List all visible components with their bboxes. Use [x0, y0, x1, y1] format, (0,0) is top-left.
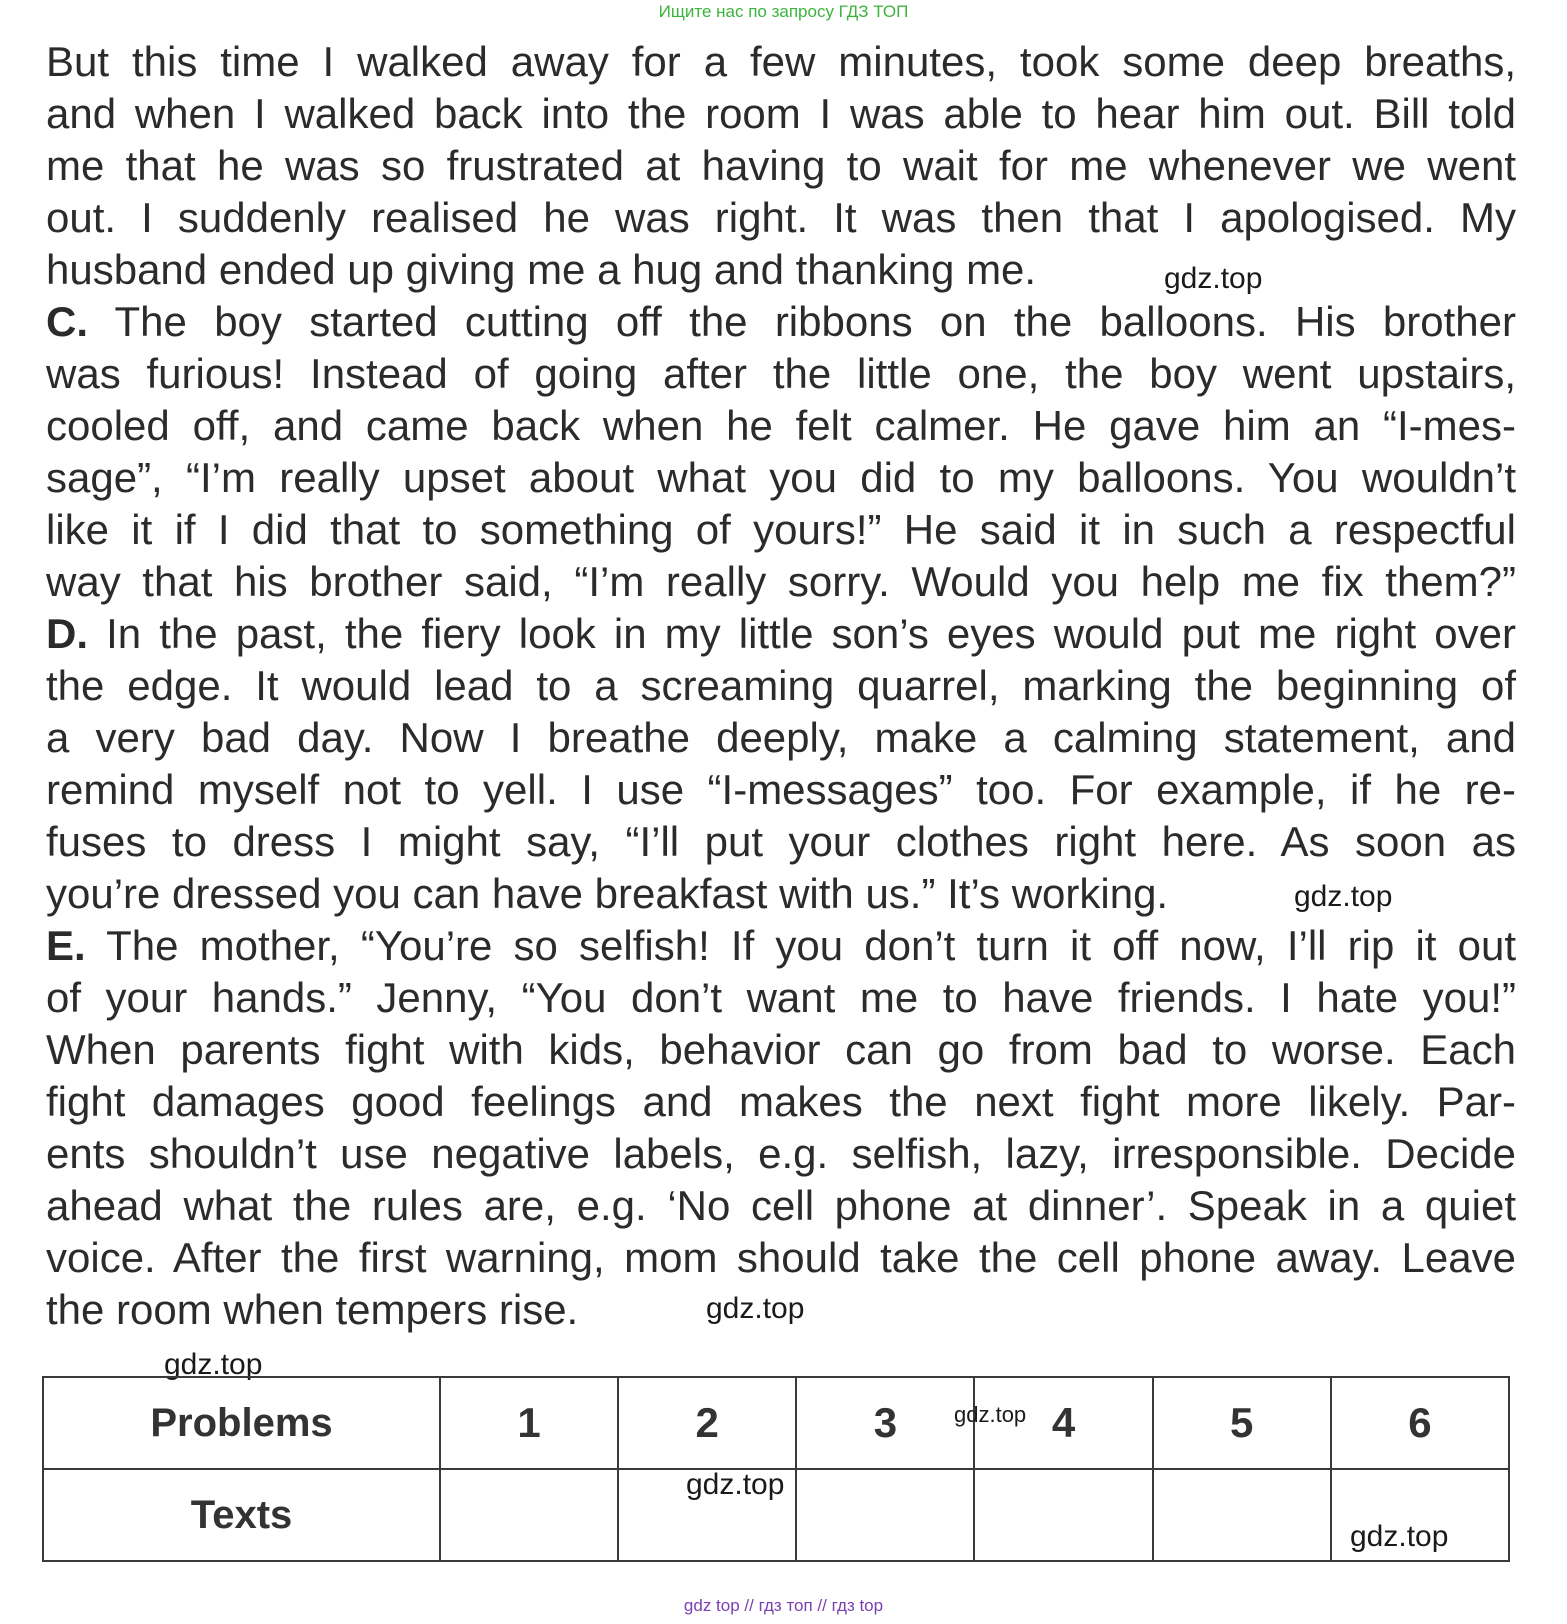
column-header-3: 3	[796, 1377, 974, 1469]
watermark: gdz.top	[164, 1348, 263, 1381]
column-header-1: 1	[440, 1377, 618, 1469]
text-line: fight damages good feelings and makes the next fight more likely. Par-	[46, 1078, 1516, 1125]
table-row-problems	[43, 1377, 1509, 1469]
bottom-banner: gdz top // гдз топ // гдз top	[683, 1596, 884, 1615]
text-line: ents shouldn’t use negative labels, e.g. selfish, lazy, irresponsible. Decide	[46, 1130, 1516, 1177]
text-line-content: In the past, the fiery look in my little son’s eyes would put me right over	[106, 610, 1516, 657]
paragraph-e-first-line	[46, 920, 1516, 972]
text-line: me that he was so frustrated at having to wait for me whenever we went	[46, 142, 1516, 189]
text-line: a very bad day. Now I breathe deeply, make a calming statement, and	[46, 714, 1516, 761]
answer-cell-3[interactable]	[796, 1469, 974, 1561]
answer-cell-5[interactable]	[1153, 1469, 1331, 1561]
answer-cell-1[interactable]	[440, 1469, 618, 1561]
text-line: But this time I walked away for a few minutes, took some deep breaths,	[46, 38, 1516, 85]
watermark: gdz.top	[706, 1292, 805, 1325]
watermark: gdz.top	[686, 1468, 785, 1501]
row-header-problems: Problems	[43, 1377, 440, 1469]
text-line: husband ended up giving me a hug and thanking me.	[46, 246, 1037, 293]
text-line-content: The mother, “You’re so selfish! If you don’t turn it off now, I’ll rip it out	[106, 922, 1516, 969]
paragraph-d-first-line	[46, 608, 1516, 660]
column-header-5: 5	[1153, 1377, 1331, 1469]
text-line: voice. After the first warning, mom should take the cell phone away. Leave	[46, 1234, 1516, 1281]
row-header-texts: Texts	[43, 1469, 440, 1561]
watermark: gdz.top	[1294, 880, 1393, 913]
text-line: out. I suddenly realised he was right. It was then that I apologised. My	[46, 194, 1516, 241]
text-line: like it if I did that to something of yours!” He said it in such a respectful	[46, 506, 1516, 553]
text-line-content: The boy started cutting off the ribbons on the balloons. His brother	[114, 298, 1516, 345]
watermark: gdz.top	[954, 1402, 1027, 1427]
text-line: of your hands.” Jenny, “You don’t want me to have friends. I hate you!”	[46, 974, 1516, 1021]
reading-text	[46, 36, 1516, 1336]
text-line: you’re dressed you can have breakfast with us.” It’s working.	[46, 870, 1169, 917]
text-line: fuses to dress I might say, “I’ll put your clothes right here. As soon as	[46, 818, 1516, 865]
text-line: ahead what the rules are, e.g. ‘No cell phone at dinner’. Speak in a quiet	[46, 1182, 1516, 1229]
paragraph-c-first-line	[46, 296, 1516, 348]
text-line: When parents fight with kids, behavior can go from bad to worse. Each	[46, 1026, 1516, 1073]
text-line: remind myself not to yell. I use “I-messages” too. For example, if he re-	[46, 766, 1516, 813]
text-line: way that his brother said, “I’m really sorry. Would you help me fix them?”	[46, 558, 1516, 605]
text-line: cooled off, and came back when he felt calmer. He gave him an “I-mes-	[46, 402, 1516, 449]
text-line: and when I walked back into the room I was able to hear him out. Bill told	[46, 90, 1516, 137]
watermark: gdz.top	[1350, 1520, 1449, 1553]
watermark: gdz.top	[1164, 262, 1263, 295]
text-line: the room when tempers rise.	[46, 1286, 579, 1333]
column-header-2: 2	[618, 1377, 796, 1469]
paragraph-c-label: C.	[46, 298, 88, 345]
top-banner: Ищите нас по запросу ГДЗ ТОП	[658, 2, 909, 21]
text-line: the edge. It would lead to a screaming quarrel, marking the beginning of	[46, 662, 1516, 709]
column-header-6: 6	[1331, 1377, 1509, 1469]
text-line: sage”, “I’m really upset about what you did to my balloons. You wouldn’t	[46, 454, 1516, 501]
paragraph-d-label: D.	[46, 610, 88, 657]
paragraph-e-label: E.	[46, 922, 86, 969]
column-header-4: 4	[974, 1377, 1152, 1469]
text-line: was furious! Instead of going after the little one, the boy went upstairs,	[46, 350, 1516, 397]
answer-cell-4[interactable]	[974, 1469, 1152, 1561]
